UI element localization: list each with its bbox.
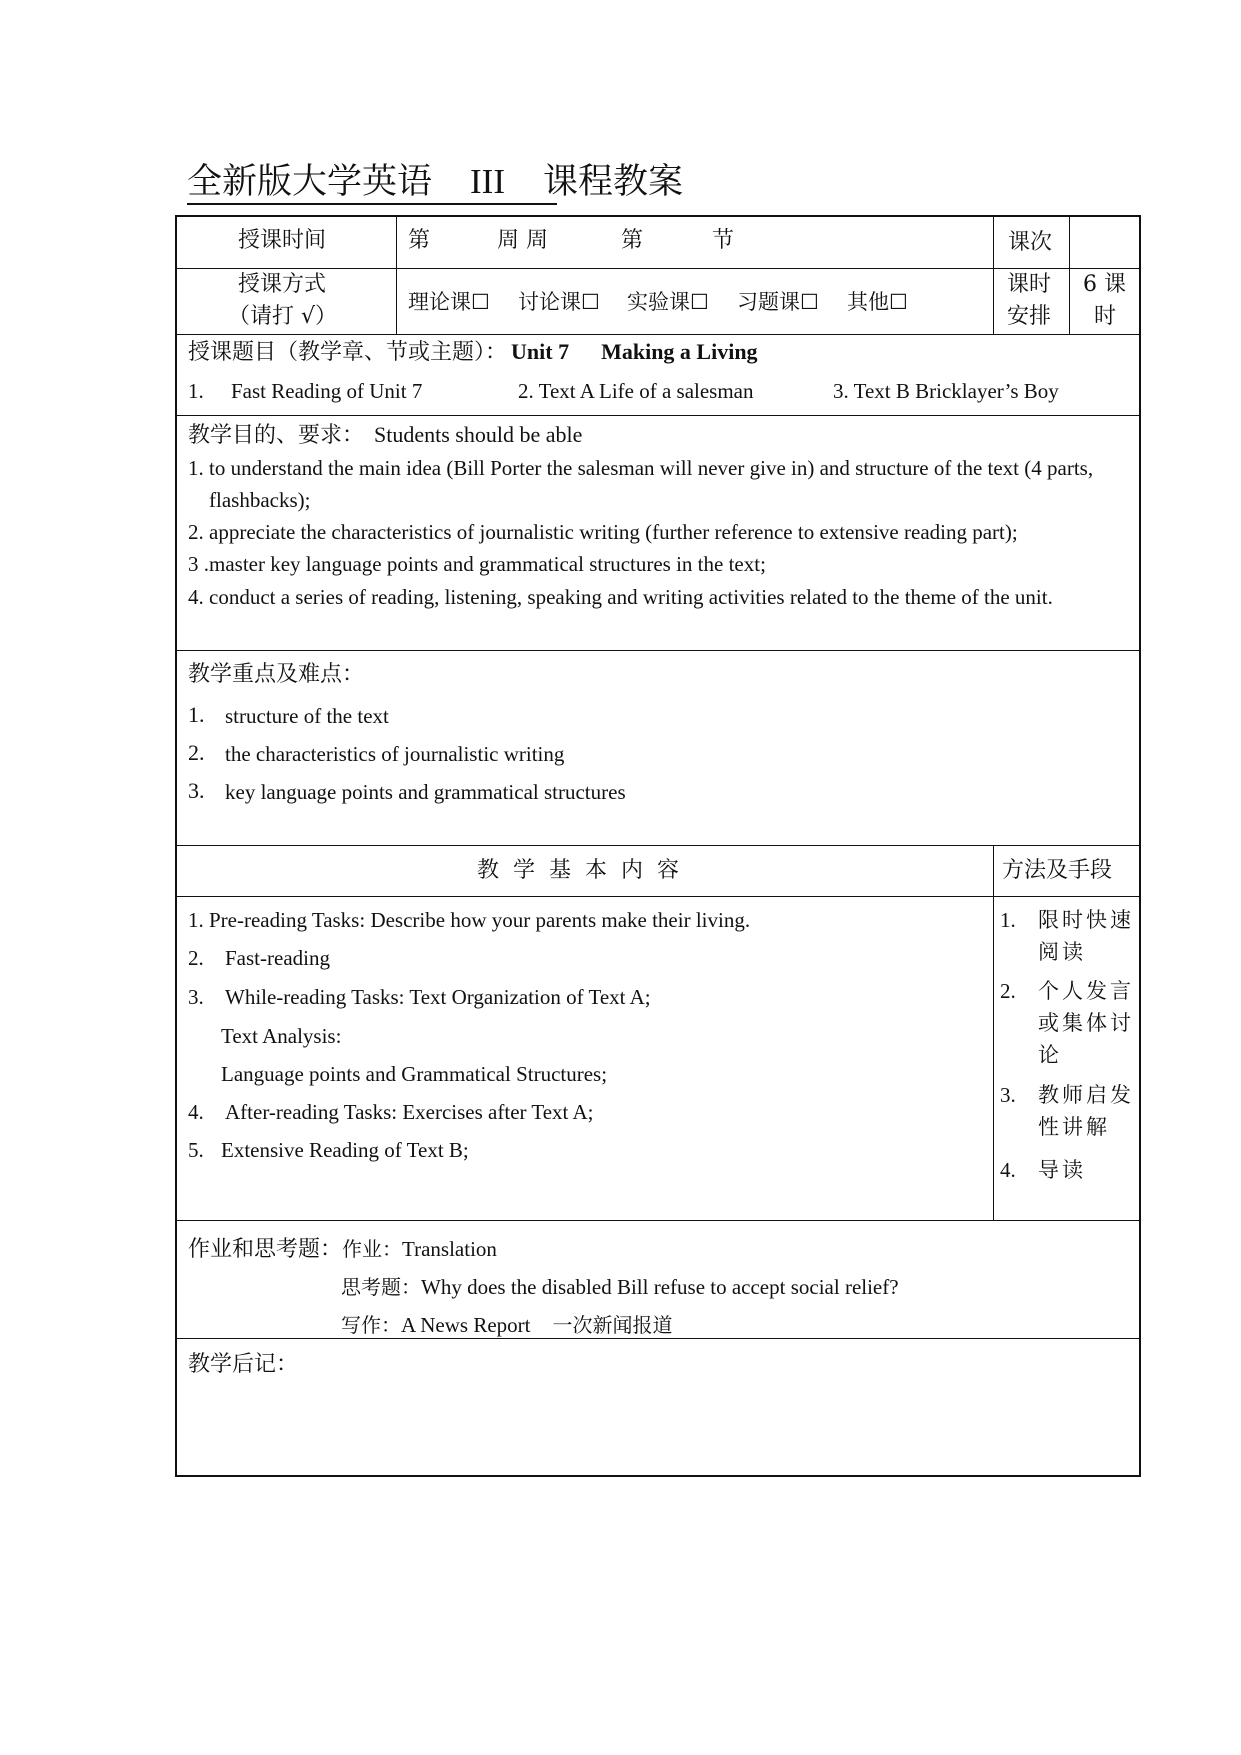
key-point-num: 3. [188,778,205,803]
writing-task-cn: 一次新闻报道 [552,1313,673,1337]
content-line-num: 5. [188,1138,204,1162]
topic-item-1: Fast Reading of Unit 7 [231,379,423,403]
hours-label-1: 课时 [1007,272,1052,297]
rule-objectives [175,650,1141,651]
key-point-num: 2. [188,740,205,765]
writing-task: A News Report [401,1313,531,1337]
title-suffix: 课程教案 [542,162,683,202]
vrule-label [396,215,397,334]
objective-item: 4. conduct a series of reading, listening, speaking and writing activities related to the theme of the unit. [188,585,1053,609]
objectives-heading [188,420,582,451]
objective-item: 3 .master key language points and grammatical structures in the text; [188,552,766,576]
rule-content [175,1220,1141,1221]
hours-label-2: 安排 [1007,304,1052,329]
content-line: 1. Pre-reading Tasks: Describe how your parents make their living. [188,908,751,932]
mode-option-theory[interactable]: 理论课☐ [408,290,490,314]
writing-line [341,1310,673,1340]
teaching-mode-label: 授课方式 [238,272,327,297]
content-line: Fast-reading [225,946,330,970]
content-line-num: 3. [188,985,204,1009]
page-title [187,160,683,204]
lesson-number-label: 课次 [1008,230,1053,255]
rule-content-header [175,896,1141,897]
homework-label: 作业和思考题： [188,1237,343,1262]
method-text: 导读 [1038,1158,1086,1182]
rule-topic [175,415,1141,416]
method-text: 个人发言 [1038,979,1134,1003]
teaching-mode-hint: （请打 √） [228,304,338,329]
method-num: 1. [1000,908,1016,932]
topic-item-3: 3. Text B Bricklayer’s Boy [833,379,1059,403]
homework-assignment-label: 作业： [342,1237,403,1261]
methods-header: 方法及手段 [1002,858,1113,883]
content-line: Text Analysis: [221,1024,342,1048]
method-num: 3. [1000,1083,1016,1107]
think-question-line [341,1272,899,1302]
writing-label: 写作： [341,1313,401,1337]
homework-line [188,1234,497,1265]
mode-option-discussion[interactable]: 讨论课☐ [518,290,600,314]
mode-option-exercise[interactable]: 习题课☐ [737,290,819,314]
key-point-item: structure of the text [225,704,389,728]
teaching-time-label: 授课时间 [238,228,327,253]
objective-item: 1. to understand the main idea (Bill Porter the salesman will never give in) and structure of the text (4 parts, [188,456,1094,480]
method-text: 论 [1038,1043,1062,1067]
title-edition: III [470,162,505,201]
method-text: 教师启发 [1038,1083,1134,1107]
objective-item: 2. appreciate the characteristics of journalistic writing (further reference to extensive reading part); [188,520,1018,544]
method-text: 性讲解 [1038,1115,1110,1139]
method-text: 限时快速 [1038,908,1134,932]
content-line: Language points and Grammatical Structures; [221,1062,608,1086]
title-underline [187,203,557,205]
method-num: 2. [1000,979,1016,1003]
period-label-2: 节 [712,228,735,253]
hours-value-1: 6 课 [1083,272,1126,297]
rule-keypoints [175,845,1141,846]
period-label: 第 [621,228,644,253]
title-prefix: 全新版大学英语 [187,162,433,202]
content-line-num: 4. [188,1100,204,1124]
method-text: 或集体讨 [1038,1011,1134,1035]
content-line: After-reading Tasks: Exercises after Text A; [225,1100,594,1124]
content-header: 教学基本内容 [477,858,694,883]
postscript-label: 教学后记： [188,1352,299,1377]
vrule-lesson [993,215,994,334]
method-text: 阅读 [1038,940,1086,964]
mode-option-other[interactable]: 其他☐ [847,290,908,314]
key-point-num: 1. [188,702,205,727]
topic-unit-title: Making a Living [601,339,758,364]
topic-item-1-num: 1. [188,379,204,403]
topic-line [188,337,758,368]
think-question: Why does the disabled Bill refuse to accept social relief? [421,1275,899,1299]
key-point-item: key language points and grammatical structures [225,780,626,804]
vrule-methods [993,845,994,1220]
rule-row2 [175,334,1141,335]
key-point-item: the characteristics of journalistic writing [225,742,565,766]
topic-item-2: 2. Text A Life of a salesman [518,379,754,403]
vrule-lesson-value [1069,215,1070,334]
objective-item: flashbacks); [209,488,311,512]
content-line: Extensive Reading of Text B; [221,1138,469,1162]
key-points-label: 教学重点及难点： [188,662,365,687]
topic-label: 授课题目（教学章、节或主题）： [188,340,508,365]
method-num: 4. [1000,1158,1016,1182]
mode-option-experiment[interactable]: 实验课☐ [627,290,709,314]
objectives-label: 教学目的、要求： [188,423,365,448]
rule-row1 [175,268,1141,269]
content-line-num: 2. [188,946,204,970]
week-label-2: 周 周 [497,228,548,253]
homework-assignment: Translation [402,1237,497,1261]
topic-unit: Unit 7 [511,339,570,364]
objectives-intro: Students should be able [374,422,583,447]
week-label: 第 [408,228,431,253]
hours-value-2: 时 [1094,304,1117,329]
think-label: 思考题： [341,1275,421,1299]
content-line: While-reading Tasks: Text Organization of Text A; [225,985,651,1009]
